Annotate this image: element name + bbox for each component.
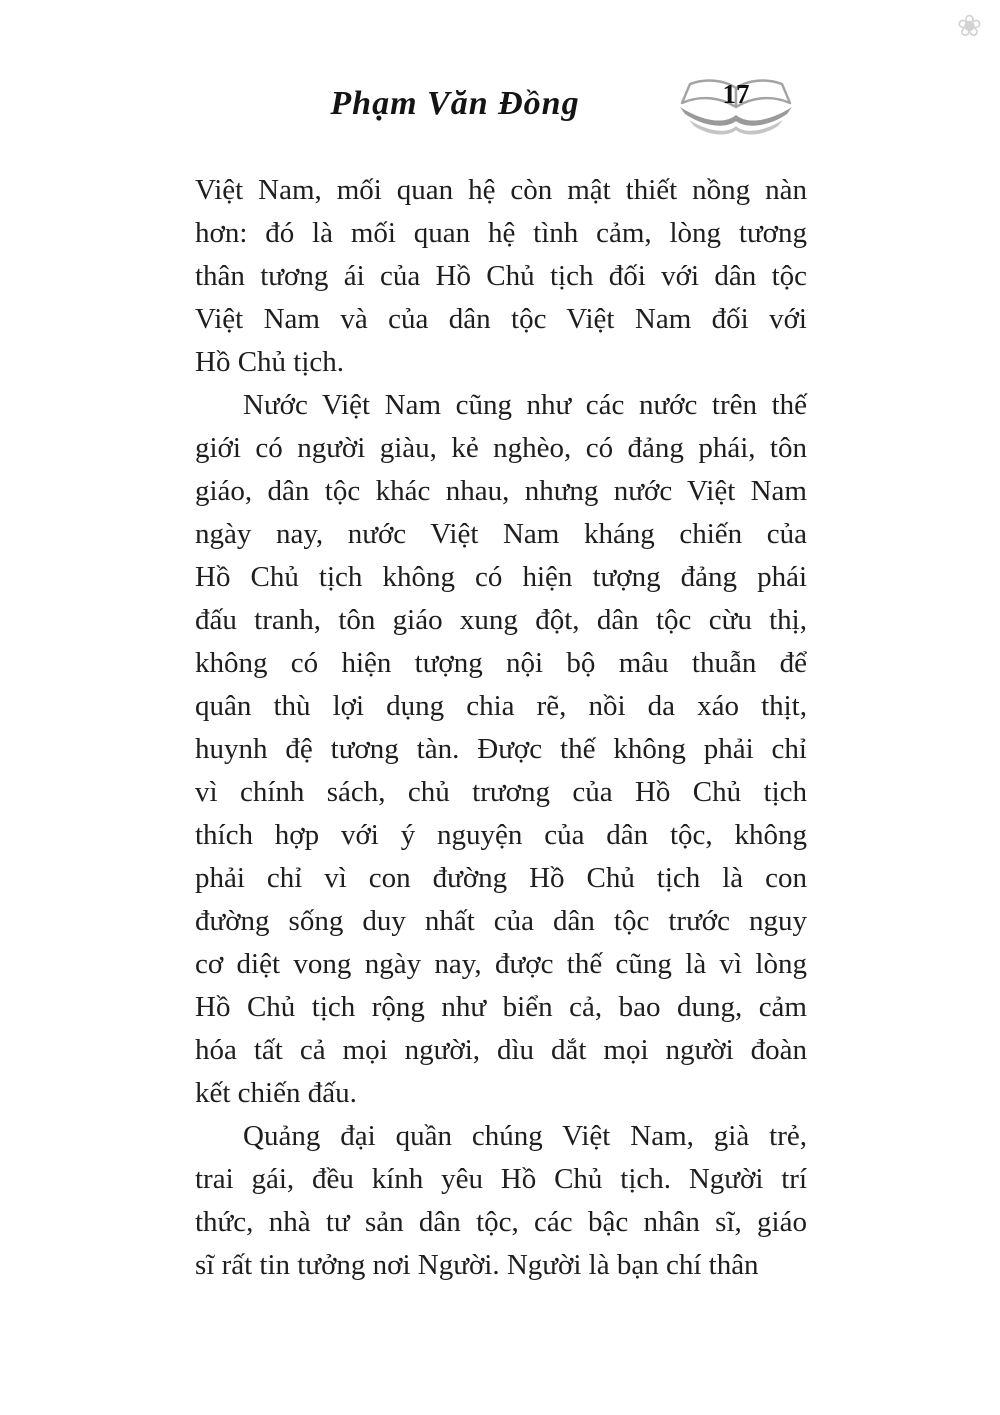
text-line: thích hợp với ý nguyện của dân tộc, không <box>195 819 807 851</box>
text-line: Quảng đại quần chúng Việt Nam, già trẻ, <box>243 1120 807 1152</box>
flower-ornament-icon: ❀ <box>956 9 982 44</box>
text-line: thức, nhà tư sản dân tộc, các bậc nhân sĩ, giáo <box>195 1206 807 1238</box>
text-line: phải chỉ vì con đường Hồ Chủ tịch là con <box>195 862 807 894</box>
text-line: giáo, dân tộc khác nhau, nhưng nước Việt Nam <box>195 475 807 507</box>
text-line: cơ diệt vong ngày nay, được thế cũng là vì lòng <box>195 948 807 980</box>
text-line: vì chính sách, chủ trương của Hồ Chủ tịch <box>195 776 807 808</box>
text-line: quân thù lợi dụng chia rẽ, nồi da xáo thịt, <box>195 690 807 722</box>
text-line: hơn: đó là mối quan hệ tình cảm, lòng tương <box>195 217 807 249</box>
text-line: Hồ Chủ tịch rộng như biển cả, bao dung, cảm <box>195 991 807 1023</box>
text-line: đấu tranh, tôn giáo xung đột, dân tộc cừu thị, <box>195 604 807 636</box>
text-line: Việt Nam, mối quan hệ còn mật thiết nồng nàn <box>195 174 807 206</box>
text-line: sĩ rất tin tưởng nơi Người. Người là bạn chí thân <box>195 1249 759 1281</box>
page-number-badge <box>676 76 796 142</box>
text-line: Hồ Chủ tịch. <box>195 346 345 378</box>
text-line: giới có người giàu, kẻ nghèo, có đảng phái, tôn <box>195 432 807 464</box>
text-line: không có hiện tượng nội bộ mâu thuẫn để <box>195 647 807 679</box>
text-line: hóa tất cả mọi người, dìu dắt mọi người đoàn <box>195 1034 807 1066</box>
body-text <box>195 169 807 1287</box>
page-number: 17 <box>722 79 750 109</box>
text-line: Nước Việt Nam cũng như các nước trên thế <box>243 389 807 421</box>
text-line: Việt Nam và của dân tộc Việt Nam đối với <box>195 303 807 335</box>
text-line: Hồ Chủ tịch không có hiện tượng đảng phái <box>195 561 807 593</box>
text-line: đường sống duy nhất của dân tộc trước nguy <box>195 905 807 937</box>
text-line: trai gái, đều kính yêu Hồ Chủ tịch. Người trí <box>195 1163 807 1195</box>
text-line: huynh đệ tương tàn. Được thế không phải chỉ <box>195 733 807 765</box>
text-line: kết chiến đấu. <box>195 1077 357 1109</box>
text-line: ngày nay, nước Việt Nam kháng chiến của <box>195 518 807 550</box>
running-header-author: Phạm Văn Đồng <box>330 85 580 122</box>
text-line: thân tương ái của Hồ Chủ tịch đối với dân tộc <box>195 260 807 292</box>
